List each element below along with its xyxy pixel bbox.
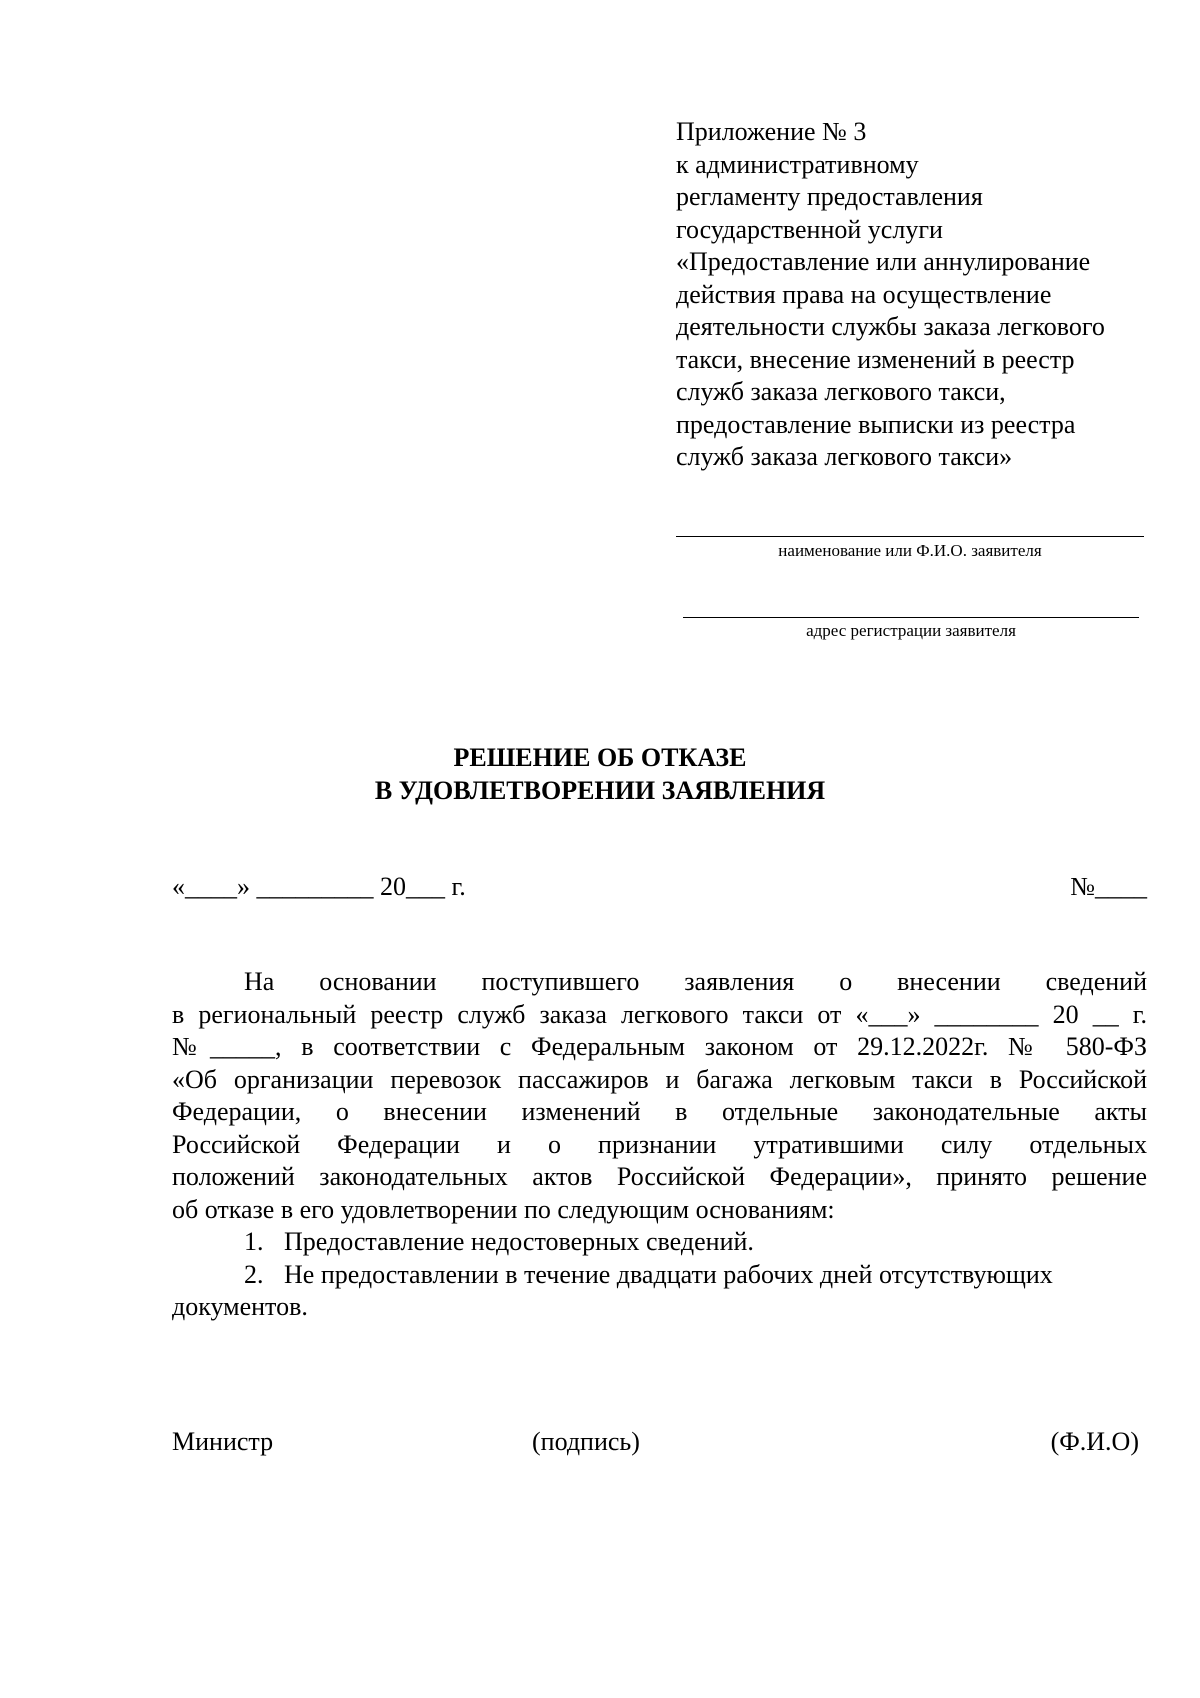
appendix-line: «Предоставление или аннулирование: [676, 247, 1091, 276]
body-line: №_____, в соответствии с Федеральным законом от 29.12.2022г. № 580-ФЗ: [172, 1032, 1147, 1061]
reason-text: Не предоставлении в течение двадцати рабочих дней отсутствующих: [284, 1259, 1053, 1289]
appendix-line: такси, внесение изменений в реестр: [676, 344, 1075, 374]
appendix-line: государственной услуги: [676, 214, 943, 244]
document-title-line-2: В УДОВЛЕТВОРЕНИИ ЗАЯВЛЕНИЯ: [374, 776, 826, 805]
reason-item: [172, 1259, 1147, 1292]
appendix-line: Приложение № 3: [676, 117, 867, 146]
reason-continuation: документов.: [172, 1292, 308, 1321]
appendix-line: служб заказа легкового такси»: [676, 442, 1013, 471]
signature-placeholder: (подпись): [532, 1427, 640, 1456]
reason-item: [172, 1226, 1147, 1259]
date-number-row: [172, 870, 1147, 904]
reason-number: 1.: [244, 1227, 264, 1256]
appendix-line: к административному: [676, 149, 919, 179]
appendix-block: [676, 116, 1176, 474]
appendix-line: служб заказа легкового такси,: [676, 377, 1006, 406]
applicant-name-line: [676, 536, 1144, 537]
appendix-line: предоставление выписки из реестра: [676, 409, 1076, 439]
body-line: Российской Федерации и о признании утратившими силу отдельных: [172, 1129, 1147, 1159]
applicant-name-caption: наименование или Ф.И.О. заявителя: [778, 541, 1042, 560]
appendix-line: деятельности службы заказа легкового: [676, 312, 1105, 341]
document-title-line-1: РЕШЕНИЕ ОБ ОТКАЗЕ: [453, 743, 747, 772]
applicant-address-line: [683, 617, 1139, 618]
body-line: положений законодательных актов Российской Федерации», принято решение: [172, 1162, 1147, 1191]
body-text: [172, 966, 1147, 1324]
appendix-line: регламенту предоставления: [676, 182, 983, 211]
signatory-name-placeholder: (Ф.И.О): [1050, 1427, 1139, 1456]
applicant-address-caption: адрес регистрации заявителя: [806, 621, 1016, 640]
signature-row: [172, 1425, 1139, 1459]
decision-date: «____» _________ 20___ г.: [172, 872, 466, 901]
body-line: «Об организации перевозок пассажиров и багажа легковым такси в Российской: [172, 1064, 1147, 1094]
decision-number: №____: [1070, 872, 1147, 901]
body-line: На основании поступившего заявления о внесении сведений: [244, 967, 1147, 996]
signatory-role: Министр: [172, 1427, 274, 1456]
body-line: об отказе в его удовлетворении по следующим основаниям:: [172, 1194, 835, 1224]
reason-text: Предоставление недостоверных сведений.: [284, 1227, 754, 1256]
body-line: в региональный реестр служб заказа легкового такси от «___» ________ 20 __ г.: [172, 999, 1147, 1029]
reason-number: 2.: [244, 1259, 264, 1289]
body-line: Федерации, о внесении изменений в отдельные законодательные акты: [172, 1097, 1147, 1126]
appendix-line: действия права на осуществление: [676, 279, 1052, 309]
